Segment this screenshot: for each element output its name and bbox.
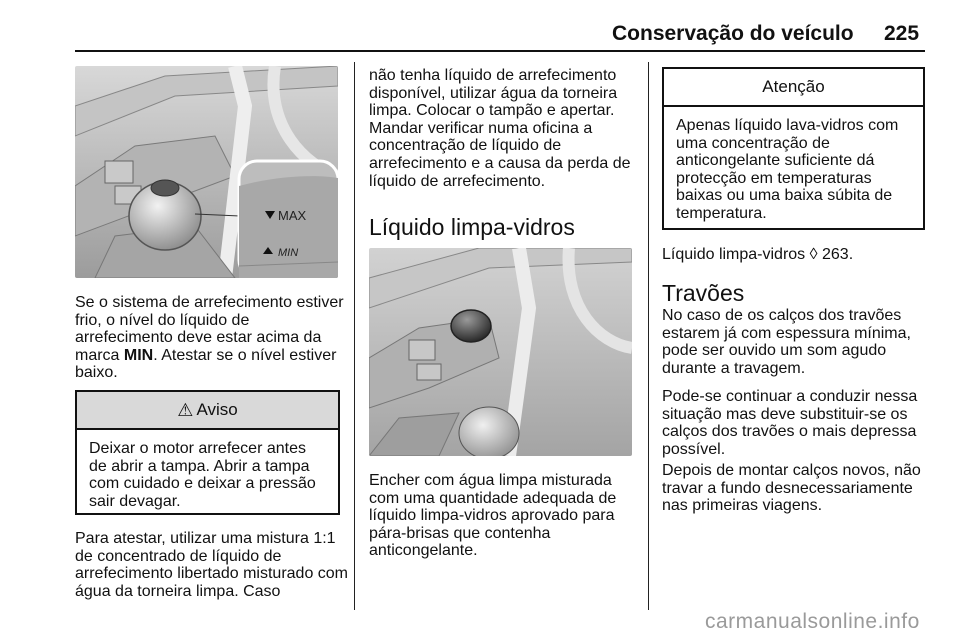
coolant-continuation-paragraph: não tenha líquido de arrefecimento disponível, utilizar água da torneira limpa. Colocar o tampão e apertar. Mandar verificar numa oficina a concentração de líquido de arrefecimento e a causa da perda de líquido de arrefecimento. (369, 67, 631, 190)
page-reference-arrow-icon: ◊ (809, 246, 818, 263)
washer-fluid-heading: Líquido limpa-vidros (369, 214, 575, 240)
warning-text: Deixar o motor arrefecer antes de abrir a tampa. Abrir a tampa com cuidado e deixar a pressão sair devagar. (89, 440, 316, 510)
coolant-level-text-end: . Atestar se o nível estiver baixo. (75, 346, 337, 382)
cross-reference (662, 246, 925, 264)
warning-box (75, 390, 340, 515)
washer-reservoir-illustration (369, 248, 632, 456)
max-mark-label: MAX (278, 208, 307, 223)
topping-up-paragraph: Para atestar, utilizar uma mistura 1:1 de concentrado de líquido de arrefecimento libertado misturado com água da torneira limpa. Caso (75, 530, 349, 600)
brakes-paragraph-3: Depois de montar calços novos, não travar a fundo desnecessariamente nas primeiras viagens. (662, 462, 921, 515)
min-mark-label: MIN (278, 247, 299, 259)
page-number: 225 (884, 22, 920, 45)
column-separator (648, 62, 649, 610)
warning-box-header (77, 392, 338, 430)
coolant-level-text: Se o sistema de arrefecimento estiver frio, o nível do líquido de arrefecimento deve estar acima da marca (75, 294, 344, 364)
column-separator (354, 62, 355, 610)
brakes-paragraph-1: No caso de os calços dos travões estarem já com espessura mínima, pode ser ouvido um som agudo durante a travagem. (662, 307, 911, 377)
running-header-title: Conservação do veículo (612, 22, 854, 45)
warning-triangle-icon: ⚠ (177, 399, 194, 420)
coolant-level-paragraph (75, 294, 347, 382)
notice-box-header (664, 69, 923, 107)
header-rule (75, 50, 925, 52)
notice-title: Atenção (762, 77, 825, 96)
cross-reference-page: 263. (822, 246, 854, 263)
watermark: carmanualsonline.info (705, 610, 920, 633)
brakes-paragraph-2: Pode-se continuar a conduzir nessa situação mas deve substituir-se os calços dos travões o mais depressa possível. (662, 388, 918, 458)
warning-title: Aviso (196, 400, 238, 419)
notice-text: Apenas líquido lava-vidros com uma concentração de anticongelante suficiente dá protecção em temperaturas baixas ou uma baixa súbita de temperatura. (676, 117, 899, 222)
washer-fill-paragraph: Encher com água limpa misturada com uma quantidade adequada de líquido limpa-vidros aprovado para pára-brisas que contenha anticongelante. (369, 472, 617, 560)
coolant-reservoir-illustration (75, 66, 338, 278)
min-mark-ref: MIN (123, 346, 154, 364)
brakes-heading: Travões (662, 280, 745, 306)
notice-box (662, 67, 925, 230)
cross-reference-text: Líquido limpa-vidros (662, 246, 806, 263)
